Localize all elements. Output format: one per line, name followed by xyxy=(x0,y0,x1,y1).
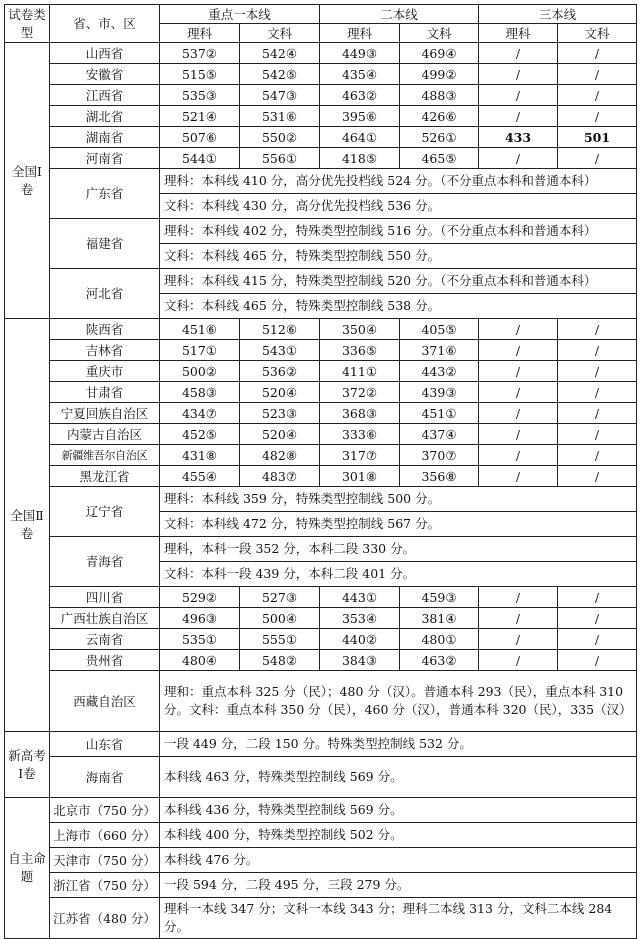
note-line: 理科：本科线 415 分，特殊类型控制线 520 分。（不分重点本科和普通本科） xyxy=(160,269,637,294)
score-cell: 426⑥ xyxy=(400,106,479,127)
score-cell: / xyxy=(558,319,637,340)
header-tier1-science: 理科 xyxy=(160,24,240,43)
score-cell: 434⑦ xyxy=(160,403,240,424)
note-line: 文科：本科一段 439 分，本科二段 401 分。 xyxy=(160,562,637,587)
score-cell: 523③ xyxy=(240,403,320,424)
score-cell: / xyxy=(479,608,558,629)
province-cell: 河北省 xyxy=(50,269,160,319)
note-line: 一段 449 分，二段 150 分。特殊类型控制线 532 分。 xyxy=(160,732,637,757)
group-national-2: 全国Ⅱ卷 xyxy=(5,319,50,732)
score-cell: 353④ xyxy=(320,608,400,629)
header-tier3-science: 理科 xyxy=(479,24,558,43)
group-national-1: 全国Ⅰ卷 xyxy=(5,43,50,319)
header-tier2-science: 理科 xyxy=(320,24,400,43)
header-exam-type: 试卷类型 xyxy=(5,5,50,43)
score-cell: 384③ xyxy=(320,650,400,671)
province-cell: 黑龙江省 xyxy=(50,466,160,487)
score-cell: / xyxy=(558,629,637,650)
score-cell: 536② xyxy=(240,361,320,382)
header-row-1 xyxy=(5,5,637,24)
score-cell: 440② xyxy=(320,629,400,650)
table-row xyxy=(5,732,637,757)
province-cell: 广西壮族自治区 xyxy=(50,608,160,629)
note-line: 理科：本科线 359 分，特殊类型控制线 500 分。 xyxy=(160,487,637,512)
province-cell: 重庆市 xyxy=(50,361,160,382)
score-cell: / xyxy=(479,587,558,608)
province-cell: 山西省 xyxy=(50,43,160,64)
table-row xyxy=(5,629,637,650)
score-cell: 529② xyxy=(160,587,240,608)
score-cell: / xyxy=(479,43,558,64)
province-cell: 山东省 xyxy=(50,732,160,757)
score-cell: / xyxy=(558,85,637,106)
score-cell: 458③ xyxy=(160,382,240,403)
score-cell: 317⑦ xyxy=(320,445,400,466)
note-line: 本科线 463 分，特殊类型控制线 569 分。 xyxy=(160,757,637,798)
score-cell: / xyxy=(479,64,558,85)
note-line: 理科：本科线 410 分，高分优先投档线 524 分。（不分重点本科和普通本科） xyxy=(160,169,637,194)
score-cell: 556① xyxy=(240,148,320,169)
score-cell: 381④ xyxy=(400,608,479,629)
score-cell: 542⑤ xyxy=(240,64,320,85)
table-row xyxy=(5,848,637,873)
table-row xyxy=(5,798,637,823)
score-cell: 482⑧ xyxy=(240,445,320,466)
score-cell: 459③ xyxy=(400,587,479,608)
score-cell: 542④ xyxy=(240,43,320,64)
score-cell: 543① xyxy=(240,340,320,361)
province-cell: 甘肃省 xyxy=(50,382,160,403)
score-cell: 336⑤ xyxy=(320,340,400,361)
score-cell: / xyxy=(479,629,558,650)
table-row xyxy=(5,671,637,732)
table-row xyxy=(5,537,637,562)
province-cell: 海南省 xyxy=(50,757,160,798)
score-cell: / xyxy=(558,361,637,382)
province-cell: 安徽省 xyxy=(50,64,160,85)
score-cell: 548② xyxy=(240,650,320,671)
table-row xyxy=(5,340,637,361)
table-row xyxy=(5,148,637,169)
score-cell: / xyxy=(558,445,637,466)
note-line: 本科线 476 分。 xyxy=(160,848,637,873)
table-row xyxy=(5,587,637,608)
table-row xyxy=(5,43,637,64)
score-cell: 418⑤ xyxy=(320,148,400,169)
table-row xyxy=(5,403,637,424)
score-cell: 372② xyxy=(320,382,400,403)
table-row xyxy=(5,757,637,798)
score-cell: 501 xyxy=(558,127,637,148)
score-cell: / xyxy=(479,106,558,127)
score-cell: 527③ xyxy=(240,587,320,608)
note-line: 理科：本科线 402 分，特殊类型控制线 516 分。（不分重点本科和普通本科） xyxy=(160,219,637,244)
score-cell: / xyxy=(558,587,637,608)
score-cell: / xyxy=(479,319,558,340)
score-cell: 488③ xyxy=(400,85,479,106)
note-paragraph: 理科一本线 347 分；文科一本线 343 分；理科二本线 313 分，文科二本线 284 分。 xyxy=(160,898,637,939)
table-row xyxy=(5,466,637,487)
score-cell: / xyxy=(479,466,558,487)
note-line: 理科，本科一段 352 分，本科二段 330 分。 xyxy=(160,537,637,562)
score-cell: / xyxy=(479,650,558,671)
admission-score-table xyxy=(4,4,637,939)
note-line: 文科：本科线 465 分，特殊类型控制线 538 分。 xyxy=(160,294,637,319)
table-row xyxy=(5,361,637,382)
score-cell: 455④ xyxy=(160,466,240,487)
score-cell: 520④ xyxy=(240,424,320,445)
score-cell: 395⑥ xyxy=(320,106,400,127)
score-cell: 512⑥ xyxy=(240,319,320,340)
header-tier2-arts: 文科 xyxy=(400,24,479,43)
score-cell: 526① xyxy=(400,127,479,148)
table-row xyxy=(5,424,637,445)
score-cell: 555① xyxy=(240,629,320,650)
score-cell: 411① xyxy=(320,361,400,382)
score-cell: 496③ xyxy=(160,608,240,629)
province-cell: 江西省 xyxy=(50,85,160,106)
province-cell: 新疆维吾尔自治区 xyxy=(50,445,160,466)
table-row xyxy=(5,64,637,85)
province-cell: 湖南省 xyxy=(50,127,160,148)
header-tier1-arts: 文科 xyxy=(240,24,320,43)
table-row xyxy=(5,106,637,127)
province-cell: 贵州省 xyxy=(50,650,160,671)
province-cell: 青海省 xyxy=(50,537,160,587)
score-cell: 433 xyxy=(479,127,558,148)
score-cell: 443② xyxy=(400,361,479,382)
score-cell: 301⑧ xyxy=(320,466,400,487)
header-tier3-arts: 文科 xyxy=(558,24,637,43)
score-cell: 469④ xyxy=(400,43,479,64)
score-cell: 515⑤ xyxy=(160,64,240,85)
score-cell: / xyxy=(479,403,558,424)
header-tier2: 二本线 xyxy=(320,5,479,24)
score-cell: 452⑤ xyxy=(160,424,240,445)
score-cell: 521④ xyxy=(160,106,240,127)
score-cell: / xyxy=(479,424,558,445)
note-line: 一段 594 分，二段 495 分，三段 279 分。 xyxy=(160,873,637,898)
score-cell: 370⑦ xyxy=(400,445,479,466)
table-row xyxy=(5,873,637,898)
score-cell: 517① xyxy=(160,340,240,361)
province-cell: 福建省 xyxy=(50,219,160,269)
score-cell: / xyxy=(479,382,558,403)
province-cell: 湖北省 xyxy=(50,106,160,127)
note-line: 本科线 400 分，特殊类型控制线 502 分。 xyxy=(160,823,637,848)
score-cell: 547③ xyxy=(240,85,320,106)
score-cell: 451⑥ xyxy=(160,319,240,340)
score-cell: / xyxy=(558,424,637,445)
score-cell: 463② xyxy=(400,650,479,671)
score-cell: 507⑥ xyxy=(160,127,240,148)
score-cell: 500④ xyxy=(240,608,320,629)
table-row xyxy=(5,269,637,294)
score-cell: 368③ xyxy=(320,403,400,424)
score-cell: / xyxy=(479,85,558,106)
score-cell: 499② xyxy=(400,64,479,85)
score-cell: 449③ xyxy=(320,43,400,64)
table-row xyxy=(5,608,637,629)
score-cell: 437④ xyxy=(400,424,479,445)
score-cell: 544① xyxy=(160,148,240,169)
score-cell: 465⑤ xyxy=(400,148,479,169)
province-cell: 北京市（750 分） xyxy=(50,798,160,823)
note-paragraph: 理和：重点本科 325 分（民）；480 分（汉）。普通本科 293（民），重点本科 310 分。文科：重点本科 350 分（民），460 分（汉），普通本科 320（民），335（汉） xyxy=(160,671,637,732)
province-cell: 辽宁省 xyxy=(50,487,160,537)
table-row xyxy=(5,127,637,148)
province-cell: 吉林省 xyxy=(50,340,160,361)
province-cell: 内蒙古自治区 xyxy=(50,424,160,445)
score-cell: 535① xyxy=(160,629,240,650)
score-cell: 451① xyxy=(400,403,479,424)
score-cell: / xyxy=(479,340,558,361)
table-row xyxy=(5,319,637,340)
score-cell: 550② xyxy=(240,127,320,148)
score-cell: / xyxy=(479,445,558,466)
province-cell: 陕西省 xyxy=(50,319,160,340)
table-row xyxy=(5,382,637,403)
table-row xyxy=(5,169,637,194)
province-cell: 上海市（660 分） xyxy=(50,823,160,848)
note-line: 文科：本科线 465 分，特殊类型控制线 550 分。 xyxy=(160,244,637,269)
score-cell: 371⑥ xyxy=(400,340,479,361)
score-cell: / xyxy=(558,340,637,361)
province-cell: 浙江省（750 分） xyxy=(50,873,160,898)
group-independent: 自主命题 xyxy=(5,798,50,939)
score-cell: / xyxy=(558,466,637,487)
score-cell: 431⑧ xyxy=(160,445,240,466)
province-cell: 宁夏回族自治区 xyxy=(50,403,160,424)
province-cell: 西藏自治区 xyxy=(50,671,160,732)
score-cell: 439③ xyxy=(400,382,479,403)
table-row xyxy=(5,445,637,466)
score-cell: / xyxy=(558,64,637,85)
header-province: 省、市、区 xyxy=(50,5,160,43)
score-cell: / xyxy=(558,403,637,424)
score-cell: / xyxy=(558,106,637,127)
table-row xyxy=(5,85,637,106)
score-cell: 443① xyxy=(320,587,400,608)
score-cell: 463② xyxy=(320,85,400,106)
score-cell: / xyxy=(558,382,637,403)
table-row xyxy=(5,650,637,671)
score-cell: 350④ xyxy=(320,319,400,340)
table-row xyxy=(5,219,637,244)
score-cell: / xyxy=(558,43,637,64)
score-cell: 405⑤ xyxy=(400,319,479,340)
score-cell: 537② xyxy=(160,43,240,64)
province-cell: 云南省 xyxy=(50,629,160,650)
score-cell: / xyxy=(558,148,637,169)
score-cell: 435④ xyxy=(320,64,400,85)
group-new-gaokao-1: 新高考Ⅰ卷 xyxy=(5,732,50,798)
score-cell: / xyxy=(479,148,558,169)
score-cell: / xyxy=(479,361,558,382)
header-tier3: 三本线 xyxy=(479,5,637,24)
table-row xyxy=(5,898,637,939)
score-cell: 464① xyxy=(320,127,400,148)
score-cell: 480① xyxy=(400,629,479,650)
score-cell: 500② xyxy=(160,361,240,382)
header-tier1: 重点一本线 xyxy=(160,5,320,24)
score-cell: 531⑥ xyxy=(240,106,320,127)
score-cell: 520④ xyxy=(240,382,320,403)
province-cell: 广东省 xyxy=(50,169,160,219)
table-row xyxy=(5,823,637,848)
province-cell: 河南省 xyxy=(50,148,160,169)
note-line: 文科：本科线 430 分，高分优先投档线 536 分。 xyxy=(160,194,637,219)
province-cell: 天津市（750 分） xyxy=(50,848,160,873)
province-cell: 四川省 xyxy=(50,587,160,608)
score-cell: / xyxy=(558,608,637,629)
score-cell: 356⑧ xyxy=(400,466,479,487)
note-line: 文科：本科线 472 分，特殊类型控制线 567 分。 xyxy=(160,512,637,537)
province-cell: 江苏省（480 分） xyxy=(50,898,160,939)
score-cell: / xyxy=(558,650,637,671)
score-cell: 480④ xyxy=(160,650,240,671)
score-cell: 483⑦ xyxy=(240,466,320,487)
table-row xyxy=(5,487,637,512)
note-line: 本科线 436 分，特殊类型控制线 569 分。 xyxy=(160,798,637,823)
score-cell: 535③ xyxy=(160,85,240,106)
score-cell: 333⑥ xyxy=(320,424,400,445)
